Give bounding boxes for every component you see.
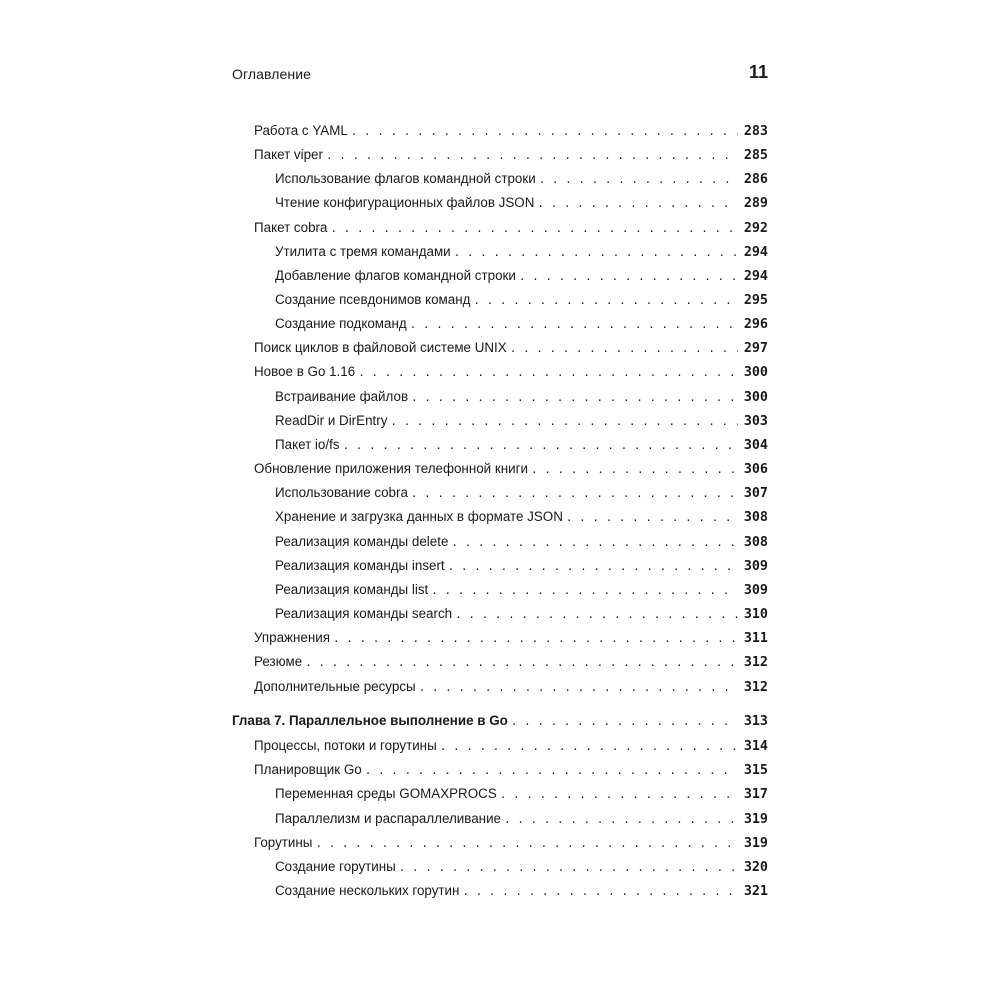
leader-dots xyxy=(343,436,738,456)
toc-entry-title: Резюме xyxy=(254,654,303,669)
leader-dots xyxy=(500,785,738,805)
toc-entry-page: 307 xyxy=(743,486,768,501)
toc-entry-page: 314 xyxy=(743,739,768,754)
toc-entry-page: 309 xyxy=(743,583,768,598)
toc-entry-page: 315 xyxy=(743,763,768,778)
toc-entry xyxy=(254,338,768,358)
toc-entry-title: Добавление флагов командной строки xyxy=(275,268,516,283)
leader-dots xyxy=(326,146,738,166)
toc-entry-title: Утилита с тремя командами xyxy=(275,244,451,259)
leader-dots xyxy=(333,629,738,649)
toc-entry-title: Реализация команды search xyxy=(275,606,453,621)
toc-entry xyxy=(254,652,768,672)
toc-entry xyxy=(275,387,768,407)
leader-dots xyxy=(455,605,738,625)
toc-entry-title: Создание псевдонимов команд xyxy=(275,292,471,307)
toc-entry xyxy=(254,218,768,238)
toc-entry-page: 319 xyxy=(743,812,768,827)
leader-dots xyxy=(473,291,737,311)
toc-entry-page: 306 xyxy=(743,462,768,477)
leader-dots xyxy=(454,243,738,263)
toc-entry-page: 312 xyxy=(743,680,768,695)
toc-entry-page: 303 xyxy=(743,414,768,429)
toc-entry-title: Создание подкоманд xyxy=(275,316,407,331)
leader-dots xyxy=(399,858,738,878)
toc-entry xyxy=(254,833,768,853)
toc-entry-page: 300 xyxy=(743,365,768,380)
toc-entry-title: Новое в Go 1.16 xyxy=(254,364,356,379)
toc-entry-title: Планировщик Go xyxy=(254,762,362,777)
leader-dots xyxy=(411,388,738,408)
running-head: Оглавление xyxy=(232,66,312,82)
toc-entry xyxy=(254,145,768,165)
toc-entry-page: 320 xyxy=(743,860,768,875)
toc-entry xyxy=(275,556,768,576)
toc-entry-title: Создание горутины xyxy=(275,859,396,874)
toc-entry-page: 317 xyxy=(743,787,768,802)
toc-entry-page: 311 xyxy=(743,631,768,646)
toc-entry-title: Упражнения xyxy=(254,630,330,645)
page-number: 11 xyxy=(748,62,768,82)
toc-entry-title: ReadDir и DirEntry xyxy=(275,413,388,428)
leader-dots xyxy=(351,122,738,142)
toc-entry xyxy=(275,857,768,877)
toc-entry xyxy=(275,483,768,503)
toc-entry-title: Обновление приложения телефонной книги xyxy=(254,461,528,476)
toc-entry-page: 286 xyxy=(743,172,768,187)
leader-dots xyxy=(462,882,737,902)
toc-entry-page: 297 xyxy=(743,341,768,356)
toc-entry-title: Использование флагов командной строки xyxy=(275,171,536,186)
toc-entry-page: 294 xyxy=(743,269,768,284)
toc-entry-page: 312 xyxy=(743,655,768,670)
toc-entry xyxy=(275,314,768,334)
toc-entry xyxy=(275,242,768,262)
toc-entry-title: Процессы, потоки и горутины xyxy=(254,738,437,753)
toc-entry-title: Поиск циклов в файловой системе UNIX xyxy=(254,340,507,355)
toc-entry xyxy=(254,628,768,648)
toc-entry-title: Горутины xyxy=(254,835,313,850)
leader-dots xyxy=(519,267,738,287)
toc-entry xyxy=(275,532,768,552)
toc-entry-title: Пакет io/fs xyxy=(275,437,340,452)
toc-entry xyxy=(254,677,768,697)
toc-entry xyxy=(275,604,768,624)
toc-entry-title: Реализация команды delete xyxy=(275,534,449,549)
toc-entry xyxy=(254,459,768,479)
leader-dots xyxy=(566,508,738,528)
toc-entry xyxy=(275,266,768,286)
toc-entry-title: Дополнительные ресурсы xyxy=(254,679,416,694)
toc-entry-page: 294 xyxy=(743,245,768,260)
toc-entry-title: Использование cobra xyxy=(275,485,408,500)
toc-entry-page: 308 xyxy=(743,535,768,550)
leader-dots xyxy=(411,484,738,504)
toc-entry-page: 319 xyxy=(743,836,768,851)
toc-entry xyxy=(275,881,768,901)
toc-entry xyxy=(275,169,768,189)
toc-entry xyxy=(254,736,768,756)
toc-entry-page: 292 xyxy=(743,221,768,236)
toc-entry-page: 321 xyxy=(743,884,768,899)
toc-entry-title: Хранение и загрузка данных в формате JSON xyxy=(275,509,563,524)
toc-entry xyxy=(275,193,768,213)
toc-entry-title: Переменная среды GOMAXPROCS xyxy=(275,786,497,801)
toc-entry-title: Создание нескольких горутин xyxy=(275,883,460,898)
leader-dots xyxy=(440,737,738,757)
leader-dots xyxy=(448,557,738,577)
leader-dots xyxy=(451,533,737,553)
toc-entry-page: 309 xyxy=(743,559,768,574)
leader-dots xyxy=(539,170,738,190)
toc-entry xyxy=(254,760,768,780)
leader-dots xyxy=(537,194,737,214)
toc-entry-title: Параллелизм и распараллеливание xyxy=(275,811,501,826)
toc-entry-title: Встраивание файлов xyxy=(275,389,409,404)
toc-entry-page: 308 xyxy=(743,510,768,525)
toc-entry-page: 295 xyxy=(743,293,768,308)
toc-entry xyxy=(254,121,768,141)
toc-entry-title: Реализация команды insert xyxy=(275,558,445,573)
toc-entry-page: 296 xyxy=(743,317,768,332)
leader-dots xyxy=(431,581,738,601)
toc-entry-page: 300 xyxy=(743,390,768,405)
leader-dots xyxy=(419,678,738,698)
toc-entry-page: 283 xyxy=(743,124,768,139)
toc-entry-title: Пакет cobra xyxy=(254,220,328,235)
toc-entry xyxy=(275,435,768,455)
leader-dots xyxy=(410,315,738,335)
leader-dots xyxy=(511,712,738,732)
toc-entry xyxy=(275,290,768,310)
leader-dots xyxy=(504,810,738,830)
toc-entry xyxy=(254,362,768,382)
leader-dots xyxy=(510,339,738,359)
toc-entry xyxy=(275,809,768,829)
toc-entry xyxy=(275,784,768,804)
toc-entry-page: 304 xyxy=(743,438,768,453)
toc-entry-page: 289 xyxy=(743,196,768,211)
leader-dots xyxy=(390,412,737,432)
toc-entry xyxy=(275,580,768,600)
toc-entry-title: Пакет viper xyxy=(254,147,323,162)
toc-entry-page: 310 xyxy=(743,607,768,622)
leader-dots xyxy=(531,460,738,480)
toc-chapter-entry xyxy=(232,711,768,731)
toc-entry-page: 313 xyxy=(743,714,768,729)
leader-dots xyxy=(365,761,738,781)
toc-entry xyxy=(275,411,768,431)
toc-entry-title: Работа с YAML xyxy=(254,123,348,138)
leader-dots xyxy=(358,363,738,383)
leader-dots xyxy=(330,219,737,239)
leader-dots xyxy=(305,653,738,673)
toc-entry-title: Реализация команды list xyxy=(275,582,429,597)
toc-entry xyxy=(275,507,768,527)
leader-dots xyxy=(315,834,737,854)
toc-chapter-title: Глава 7. Параллельное выполнение в Go xyxy=(232,713,508,728)
toc-entry-title: Чтение конфигурационных файлов JSON xyxy=(275,195,535,210)
toc-entry-page: 285 xyxy=(743,148,768,163)
